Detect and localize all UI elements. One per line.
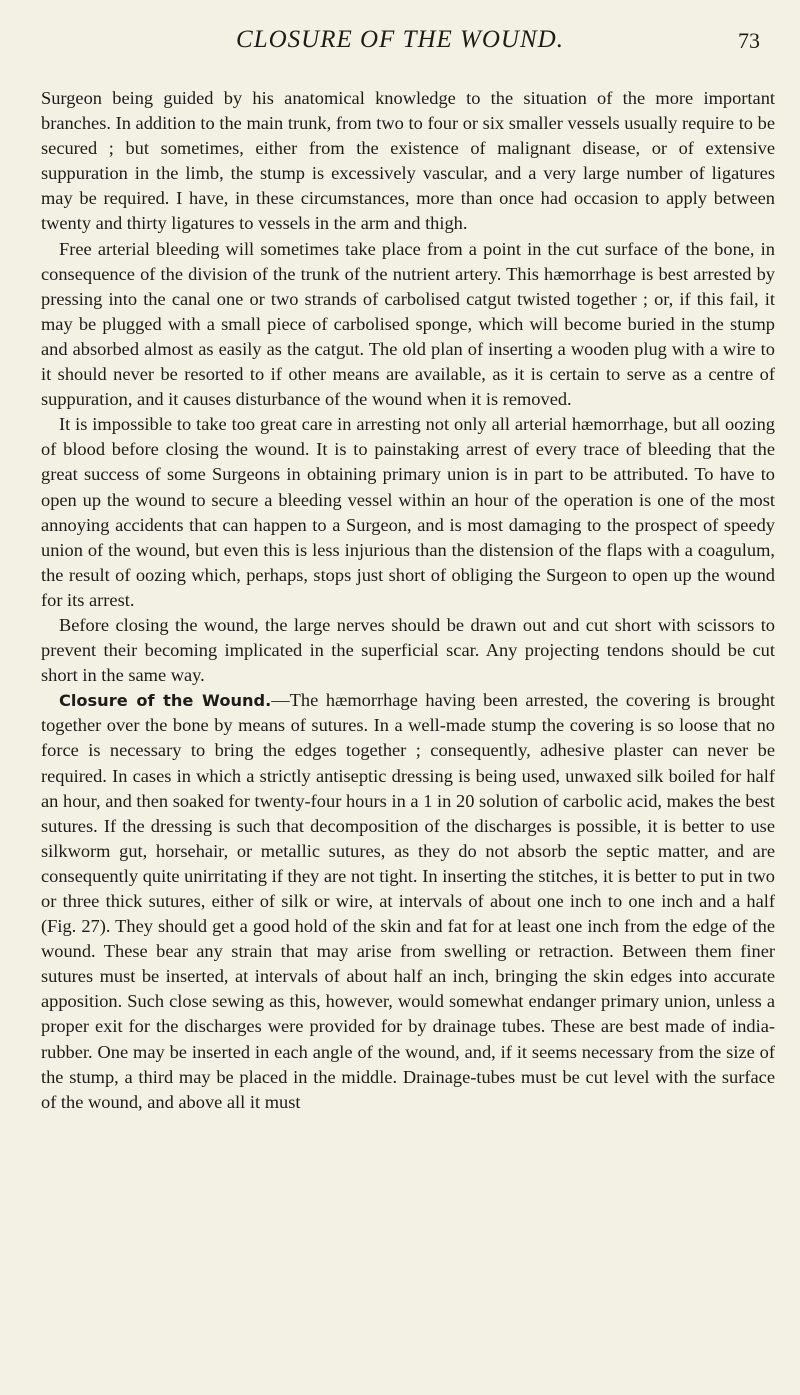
- page-number: 73: [738, 28, 760, 53]
- paragraph-nerves: [41, 613, 775, 688]
- paragraph-text: —The hæmorrhage having been arrested, the covering is brought together over the bone by means of sutures. In a well-made stump the covering is so loose that no force is necessary to bring the edges together ; consequently, adhesive plaster can never be required. In cases in which a strictly antiseptic dressing is being used, unwaxed silk boiled for half an hour, and then soaked for twenty-four hours in a 1 in 20 solution of carbolic acid, makes the best sutures. If the dressing is such that decomposition of the discharges is possible, it is better to use silkworm gut, horsehair, or metallic sutures, as they do not absorb the septic matter, and are consequently quite unirritating if they are not tight. In inserting the stitches, it is better to put in two or three thick sutures, either of silk or wire, at intervals of about one inch to one inch and a half (Fig. 27). They should get a good hold of the skin and fat for at least one inch from the edge of the wound. These bear any strain that may arise from swelling or retraction. Between them finer sutures must be inserted, at intervals of about half an inch, bringing the skin edges into accurate apposition. Such close sewing as this, however, would somewhat endanger primary union, unless a proper exit for the discharges were provided for by drainage tubes. These are best made of india-rubber. One may be inserted in each angle of the wound, and, if it seems necessary from the size of the stump, a third may be placed in the middle. Drainage-tubes must be cut level with the surface of the wound, and above all it must: [41, 690, 775, 1112]
- paragraph-text: Free arterial bleeding will sometimes take place from a point in the cut surface of the bone, in consequence of the division of the trunk of the nutrient artery. This hæmorrhage is best arrested by pressing into the canal one or two strands of carbolised catgut twisted together ; or, if this fail, it may be plugged with a small piece of carbolised sponge, which will become buried in the stump and absorbed almost as easily as the catgut. The old plan of inserting a wooden plug with a wire to it should never be resorted to if other means are available, as it is certain to serve as a centre of suppuration, and it causes disturbance of the wound when it is removed.: [41, 238, 775, 410]
- paragraph-oozing: [41, 412, 775, 613]
- paragraph-text: Before closing the wound, the large nerves should be drawn out and cut short with scissors to prevent their becoming implicated in the superficial scar. Any projecting tendons should be cut short in the same way.: [41, 614, 775, 686]
- paragraph-closure: [41, 688, 775, 1115]
- paragraph-nutrient-artery: [41, 237, 775, 413]
- paragraph-continuation: [41, 86, 775, 237]
- running-title: CLOSURE OF THE WOUND.: [236, 26, 564, 53]
- running-head: [40, 18, 760, 58]
- paragraph-text: It is impossible to take too great care in arresting not only all arterial hæmorrhage, but all oozing of blood before closing the wound. It is to painstaking arrest of every trace of bleeding that the great success of some Surgeons in obtaining primary union is in part to be attributed. To have to open up the wound to secure a bleeding vessel within an hour of the operation is one of the most annoying accidents that can happen to a Surgeon, and is most damaging to the prospect of speedy union of the wound, but even this is less injurious than the distension of the flaps with a coagulum, the result of oozing which, perhaps, stops just short of obliging the Surgeon to open up the wound for its arrest.: [41, 414, 775, 610]
- paragraph-text: Surgeon being guided by his anatomical knowledge to the situation of the more important branches. In addition to the main trunk, from two to four or six smaller vessels usually require to be secured ; but sometimes, either from the existence of malignant disease, or of extensive suppuration in the limb, the stump is excessively vascular, and a very large number of ligatures may be required. I have, in these circumstances, more than once had occasion to apply between twenty and thirty ligatures to vessels in the arm and thigh.: [41, 88, 775, 234]
- section-heading: Closure of the Wound.: [59, 691, 272, 711]
- body-text: [41, 86, 775, 1115]
